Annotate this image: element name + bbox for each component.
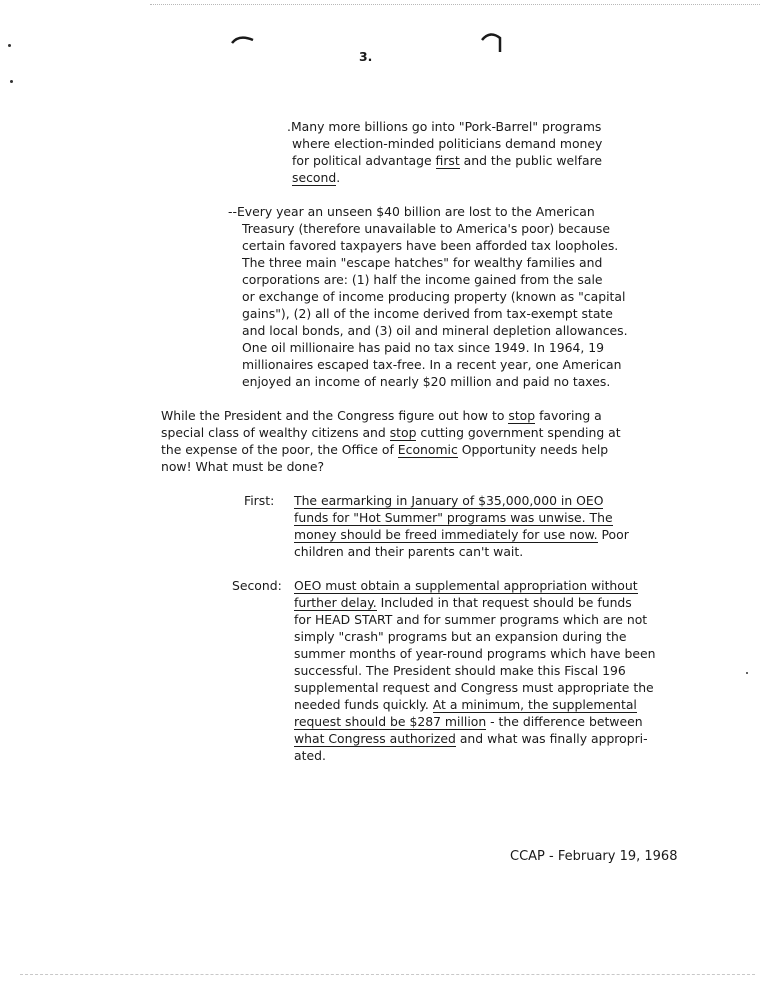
bottom-dashed-rule bbox=[20, 974, 755, 975]
hole-punch-mark-left bbox=[230, 32, 256, 46]
hole-punch-mark-right bbox=[480, 30, 504, 56]
first-label: First: bbox=[244, 493, 275, 508]
scan-speck bbox=[746, 672, 748, 674]
scan-speck bbox=[10, 80, 13, 83]
page-number: 3. bbox=[359, 49, 373, 64]
top-dotted-rule bbox=[150, 4, 760, 5]
footer-citation: CCAP - February 19, 1968 bbox=[510, 849, 678, 864]
scan-speck bbox=[8, 44, 11, 47]
second-label: Second: bbox=[232, 578, 282, 593]
